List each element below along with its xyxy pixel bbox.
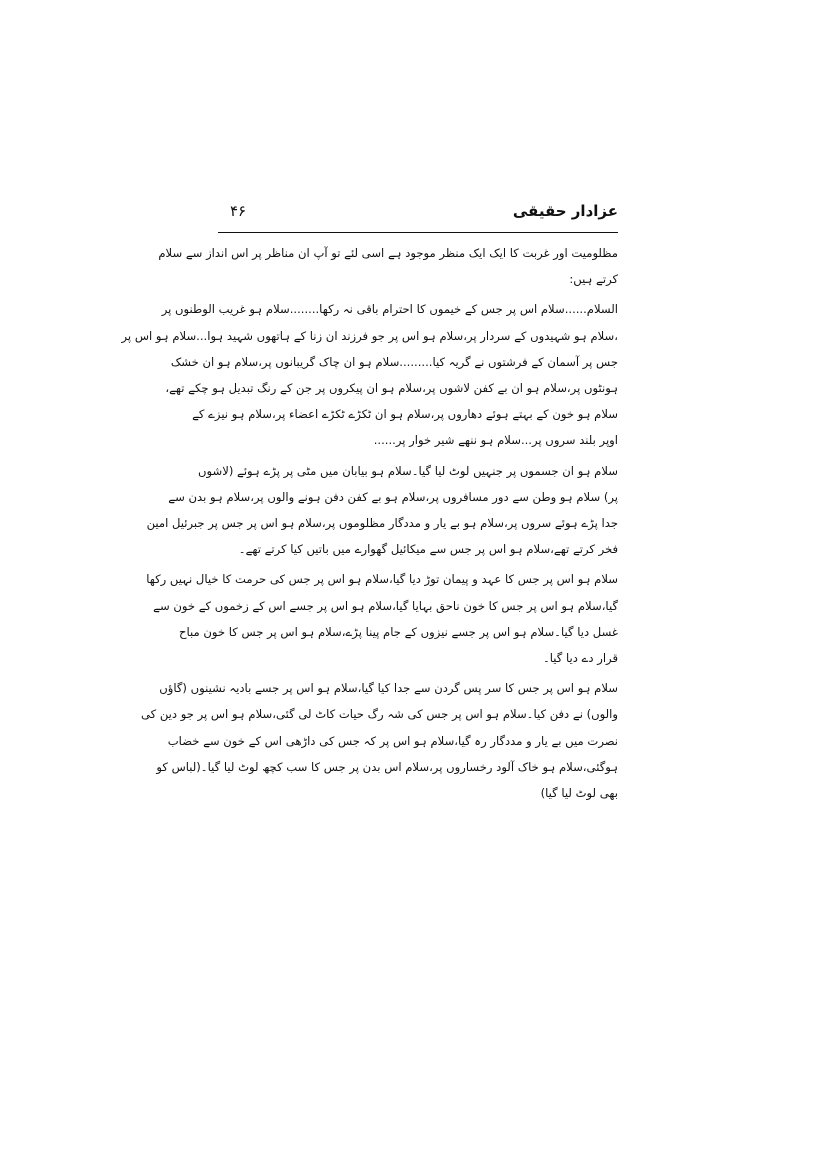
text-line: جدا پڑے ہوئے سروں پر،سلام ہو بے یار و مددگار مظلوموں پر،سلام ہو اس پر جس پر جبرئیل امین [146, 516, 618, 531]
text-line: ،سلام ہو شہیدوں کے سردار پر،سلام ہو اس پر جو فرزند ان زنا کے ہاتھوں شہید ہوا...سلام ہو اس پر [121, 328, 618, 343]
text-line: قرار دے دیا گیا۔ [542, 651, 618, 666]
text-line: غسل دیا گیا۔سلام ہو اس پر جسے نیزوں کے جام پینا پڑے،سلام ہو اس پر جس کا خون مباح [178, 624, 618, 639]
book-title: عزادار حقیقی [512, 202, 618, 220]
text-line: السلام......سلام اس پر جس کے خیموں کا احترام باقی نہ رکھا........سلام ہو غریب الوطنوں پر [161, 302, 618, 317]
paragraph [140, 675, 618, 806]
text-line: جس پر آسمان کے فرشتوں نے گریہ کیا.........سلام ہو ان چاک گریبانوں پر،سلام ہو ان خشک [170, 354, 618, 369]
text-line: نصرت میں بے یار و مددگار رہ گیا،سلام ہو اس پر کہ جس کی داڑھی اس کے خون سے خضاب [167, 733, 618, 748]
text-line: سلام ہو خون کے بہتے ہوئے دھاروں پر،سلام ہو ان ٹکڑے ٹکڑے اعضاء پر،سلام ہو نیزے کے [192, 407, 618, 422]
text-line: ہونٹوں پر،سلام ہو ان بے کفن لاشوں پر،سلام ہو ان پیکروں پر جن کے رنگ تبدیل ہو چکے تھے، [165, 381, 618, 396]
text-line: ہوگئی،سلام ہو خاک آلود رخساروں پر،سلام اس بدن پر جس کا سب کچھ لوٹ لیا گیا۔(لباس کو [156, 759, 618, 774]
text-line: مظلومیت اور غربت کا ایک ایک منظر موجود ہے اسی لئے تو آپ ان مناظر پر اس انداز سے سلام [158, 246, 618, 260]
text-line: پر) سلام ہو وطن سے دور مسافروں پر،سلام ہو بے کفن دفن ہونے والوں پر،سلام ہو بدن سے [168, 489, 618, 504]
header-rule [218, 232, 618, 233]
paragraph [158, 240, 618, 292]
text-line: سلام ہو اس پر جس کا سر پس گردن سے جدا کیا گیا،سلام ہو اس پر جسے بادیہ نشینوں (گاؤں [159, 681, 618, 696]
text-line: والوں) نے دفن کیا۔سلام ہو اس پر جس کی شہ رگ حیات کاٹ لی گئی،سلام ہو اس پر جو دین کی [140, 707, 618, 722]
text-line: گیا،سلام ہو اس پر جس کا خون ناحق بہایا گیا،سلام ہو اس پر جسے اس کے زخموں کے خون سے [153, 598, 618, 613]
paragraph [146, 566, 618, 671]
text-line: فخر کرتے تھے،سلام ہو اس پر جس سے میکائیل گھوارے میں باتیں کیا کرتے تھے۔ [238, 542, 618, 557]
text-line: سلام ہو اس پر جس کا عہد و پیمان توڑ دیا گیا،سلام ہو اس پر جس کی حرمت کا خیال نہیں رکھا [146, 572, 618, 587]
text-line: اوپر بلند سروں پر...سلام ہو ننھے شیر خوار پر...... [373, 433, 618, 448]
page-number: ۴۶ [230, 202, 247, 220]
page-header [218, 198, 618, 230]
paragraph [121, 296, 618, 453]
text-line: کرتے ہیں: [569, 272, 618, 287]
body-text [121, 240, 618, 810]
text-line: بھی لوٹ لیا گیا) [540, 786, 618, 801]
text-line: سلام ہو ان جسموں پر جنہیں لوٹ لیا گیا۔سلام ہو بیابان میں مٹی پر پڑے ہوئے (لاشوں [198, 463, 618, 478]
paragraph [146, 458, 618, 563]
